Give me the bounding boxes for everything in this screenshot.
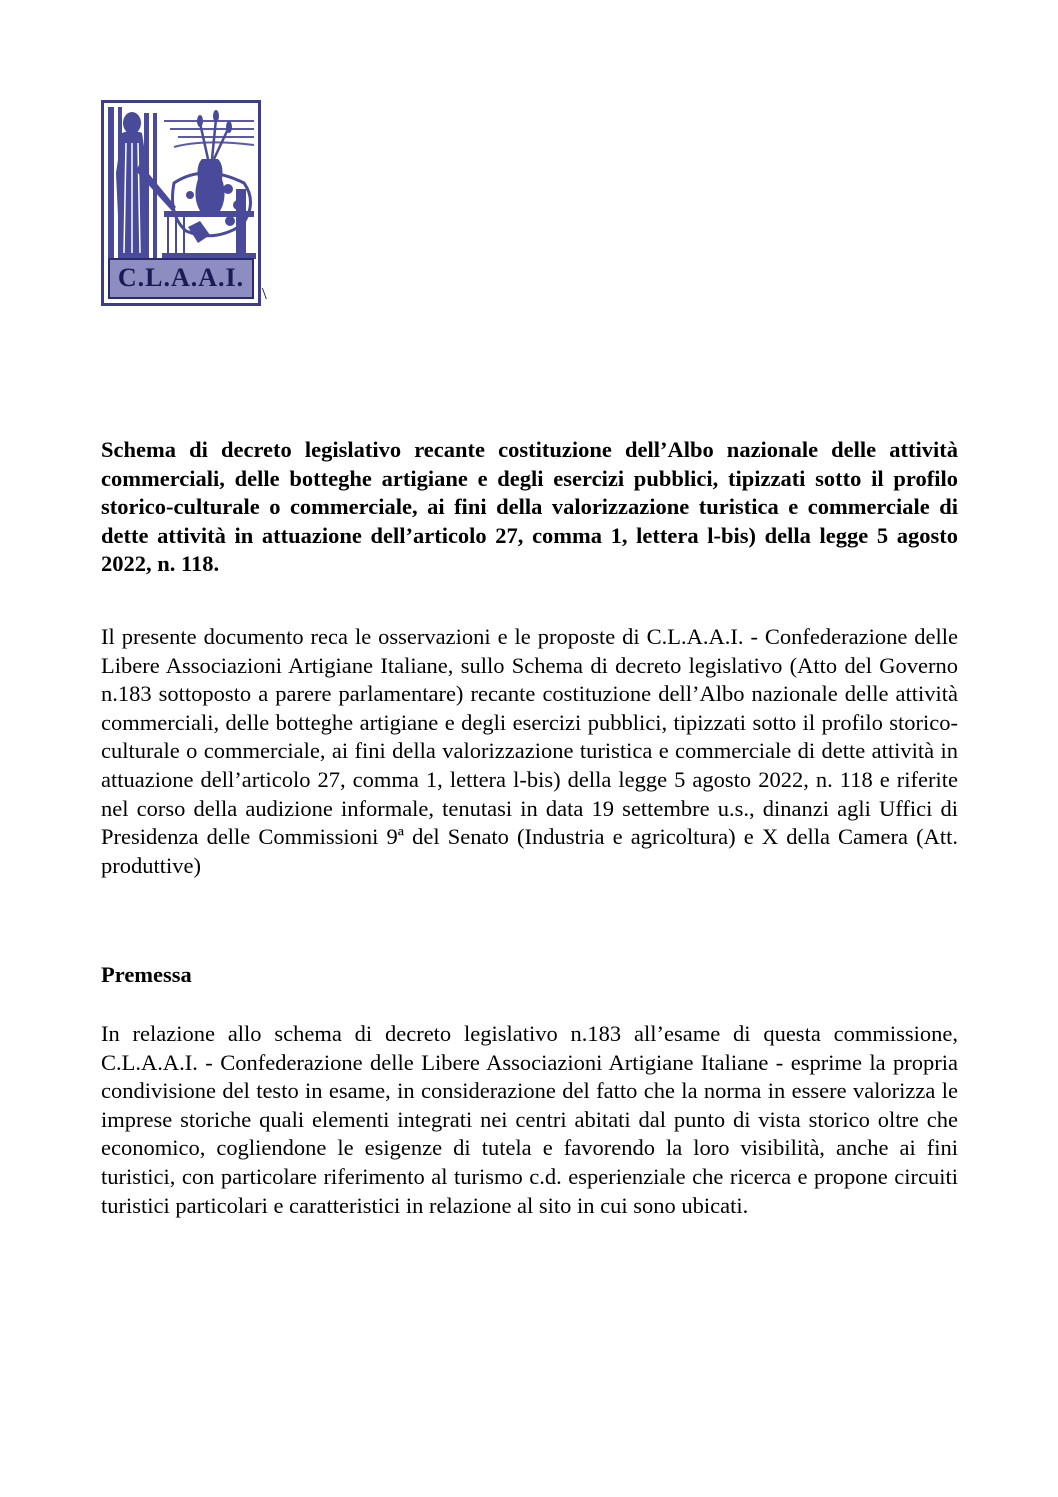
section-paragraph: In relazione allo schema di decreto legislativo n.183 all’esame di questa commissione, C.L.A.A.I. - Confederazione delle Libere Associazioni Artigiane Italiane - esprime la propria condivisione del testo in esame, in considerazione del fatto che la norma in essere valorizza le imprese storiche quali elementi integrati nei centri abitati dal punto di vista storico oltre che economico, cogliendone le esigenze di tutela e favorendo la loro visibilità, anche ai fini turistici, con particolare riferimento al turismo c.d. esperienziale che ricerca e propone circuiti turistici particolari e caratteristici in relazione al sito in cui sono ubicati. — [101, 1021, 958, 1218]
claai-logo — [101, 100, 261, 306]
section-heading: Premessa — [101, 962, 192, 987]
stray-mark: \ — [262, 284, 267, 303]
document-title: Schema di decreto legislativo recante costituzione dell’Albo nazionale delle attività commerciali, delle botteghe artigiane e degli esercizi pubblici, tipizzati sotto il profilo storico-culturale o commerciale, ai fini della valorizzazione turistica e commerciale di dette attività in attuazione dell’articolo 27, comma 1, lettera l-bis) della legge 5 agosto 2022, n. 118. — [101, 437, 958, 577]
intro-paragraph: Il presente documento reca le osservazioni e le proposte di C.L.A.A.I. - Confederazione delle Libere Associazioni Artigiane Italiane, sullo Schema di decreto legislativo (Atto del Governo n.183 sottoposto a parere parlamentare) recante costituzione dell’Albo nazionale delle attività commerciali, delle botteghe artigiane e degli esercizi pubblici, tipizzati sotto il profilo storico-culturale o commerciale, ai fini della valorizzazione turistica e commerciale di dette attività in attuazione dell’articolo 27, comma 1, lettera l-bis) della legge 5 agosto 2022, n. 118 e riferite nel corso della audizione informale, tenutasi in data 19 settembre u.s., dinanzi agli Uffici di Presidenza delle Commissioni 9ª del Senato (Industria e agricoltura) e X della Camera (Att. produttive) — [101, 624, 958, 878]
logo-label: C.L.A.A.I. — [108, 258, 254, 299]
